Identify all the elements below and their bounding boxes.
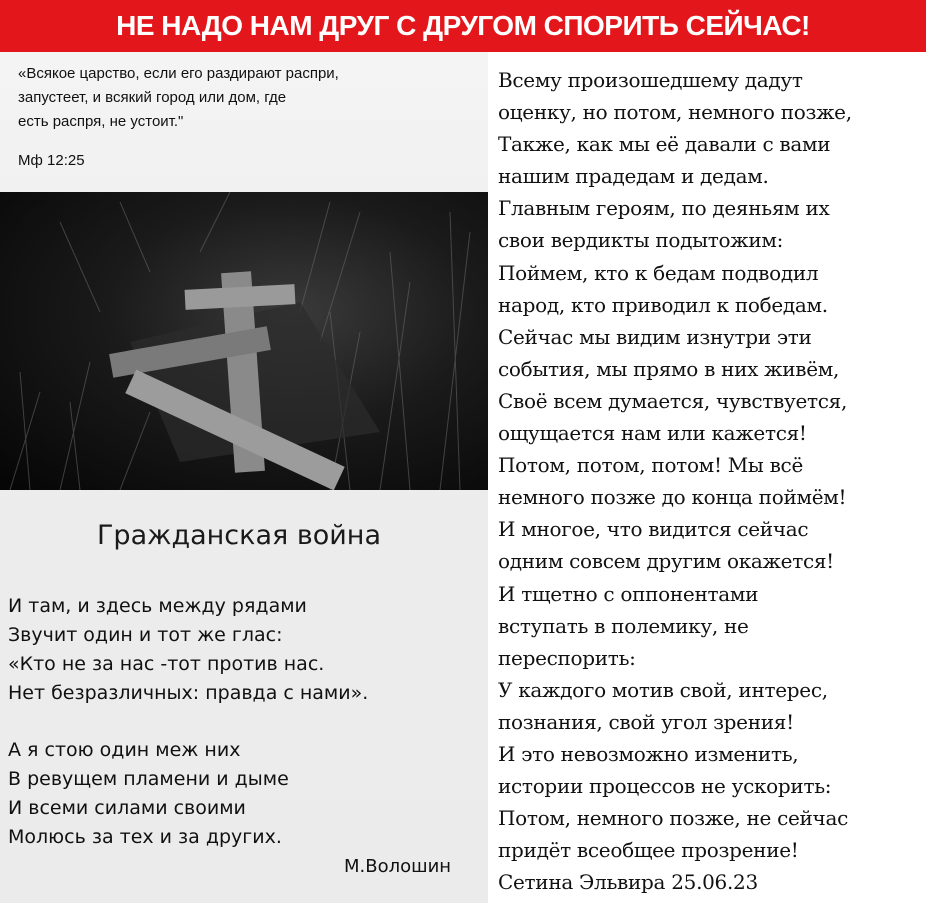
left-column: [0, 52, 488, 903]
verse-line: оценку, но потом, немного позже,: [498, 100, 852, 125]
verse-line: Также, как мы её давали с вами: [498, 132, 831, 157]
poem-line: И там, и здесь между рядами: [8, 595, 307, 617]
poem-line: А я стою один меж них: [8, 739, 241, 761]
cross-photo-icon: [0, 192, 488, 490]
verse: [498, 64, 923, 898]
verse-line: нашим прадедам и дедам.: [498, 164, 769, 189]
verse-line: И многое, что видится сейчас: [498, 517, 809, 542]
verse-line: Поймем, кто к бедам подводил: [498, 260, 819, 285]
verse-line: Главным героям, по деяньям их: [498, 196, 830, 221]
verse-line: Потом, немного позже, не сейчас: [498, 806, 848, 831]
verse-line: народ, кто приводил к победам.: [498, 292, 828, 317]
bible-quote: [18, 62, 458, 134]
verse-line: переспорить:: [498, 645, 636, 670]
verse-line: У каждого мотив свой, интерес,: [498, 677, 828, 702]
verse-line: Всему произошедшему дадут: [498, 68, 803, 92]
verse-line: вступать в полемику, не: [498, 613, 749, 638]
poem-title: Гражданская война: [96, 520, 382, 551]
verse-line: познания, свой угол зрения!: [498, 709, 794, 734]
verse-line: свои вердикты подытожим:: [498, 228, 784, 253]
poem-line: Звучит один и тот же глас:: [8, 624, 283, 646]
verse-line: события, мы прямо в них живём,: [498, 356, 840, 381]
poem-author: М.Волошин: [344, 856, 452, 877]
fallen-wooden-cross-photo: [0, 192, 488, 490]
poem: [8, 592, 478, 852]
poem-line: «Кто не за нас -тот против нас.: [8, 653, 325, 675]
verse-signature: Сетина Эльвира 25.06.23: [498, 870, 758, 895]
verse-line: И тщетно с оппонентами: [498, 581, 759, 606]
verse-line: немного позже до конца поймём!: [498, 485, 847, 510]
poem-line: И всеми силами своими: [8, 797, 246, 819]
right-column: [488, 52, 926, 903]
quote-line: запустеет, и всякий город или дом, где: [18, 89, 287, 106]
verse-line: И это невозможно изменить,: [498, 741, 799, 766]
quote-reference: Мф 12:25: [18, 152, 85, 169]
quote-line: «Всякое царство, если его раздирают распри,: [18, 65, 339, 82]
verse-line: Своё всем думается, чувствуется,: [498, 388, 848, 413]
verse-line: придёт всеобщее прозрение!: [498, 838, 799, 863]
verse-line: одним совсем другим окажется!: [498, 549, 834, 574]
verse-line: Потом, потом, потом! Мы всё: [498, 453, 803, 478]
verse-line: истории процессов не ускорить:: [498, 774, 832, 799]
poem-line: В ревущем пламени и дыме: [8, 768, 289, 790]
poem-line: Молюсь за тех и за других.: [8, 826, 282, 848]
verse-line: Сейчас мы видим изнутри эти: [498, 324, 812, 349]
banner-title: НЕ НАДО НАМ ДРУГ С ДРУГОМ СПОРИТЬ СЕЙЧАС!: [0, 0, 926, 52]
quote-line: есть распря, не устоит.": [18, 113, 184, 130]
verse-line: ощущается нам или кажется!: [498, 421, 807, 446]
poem-line: Нет безразличных: правда с нами».: [8, 682, 369, 704]
